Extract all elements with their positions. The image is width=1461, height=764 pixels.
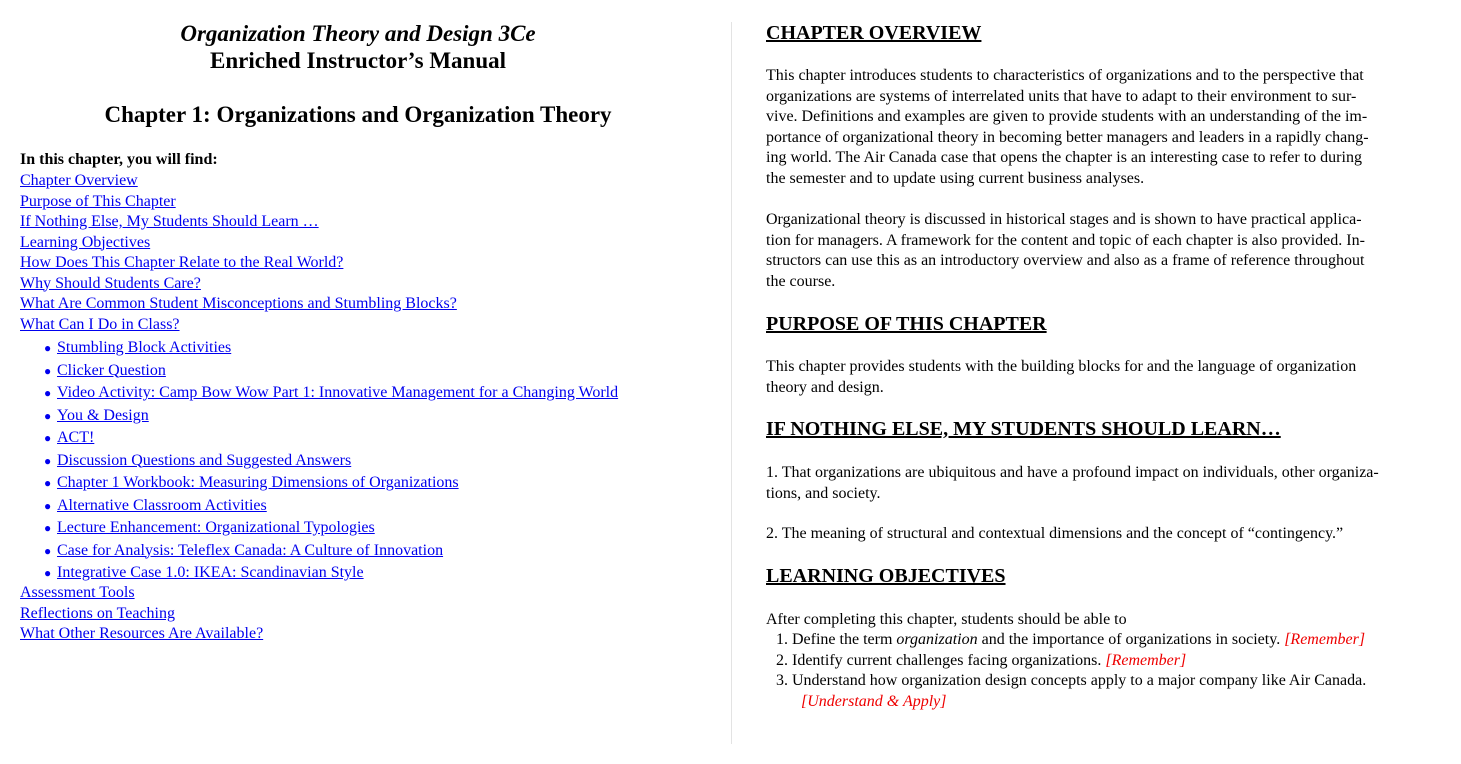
toc-link-stumbling-block[interactable]: Stumbling Block Activities xyxy=(57,339,232,356)
learn-paragraph-2 xyxy=(766,524,1446,545)
objective-item-continued xyxy=(773,692,1453,713)
toc-link-discussion[interactable]: Discussion Questions and Suggested Answers xyxy=(57,451,352,469)
text-line: ing world. The Air Canada case that opens the chapter is an interesting case to refer to during xyxy=(766,149,1362,167)
purpose-paragraph xyxy=(766,357,1446,398)
toc-subitem xyxy=(44,472,618,495)
overview-paragraph-2 xyxy=(766,210,1446,292)
text-line: theory and design. xyxy=(766,378,884,396)
bloom-tag: [Remember] xyxy=(1284,631,1366,648)
objective-text: 3. Understand how organization design concepts apply to a major company like Air Canada. xyxy=(776,672,1367,690)
toc-link-purpose[interactable]: Purpose of This Chapter xyxy=(20,192,176,210)
text-line: structors can use this as an introductory overview and also as a frame of reference throughout xyxy=(766,252,1365,270)
toc-subitem xyxy=(44,337,618,360)
section-heading-overview: CHAPTER OVERVIEW xyxy=(766,22,982,44)
text-line: the semester and to update using current business analyses. xyxy=(766,169,1145,187)
toc-item xyxy=(20,315,457,336)
toc-item xyxy=(20,624,263,645)
toc-item xyxy=(20,604,263,625)
toc-subitem xyxy=(44,540,618,563)
toc-subitem xyxy=(44,427,618,450)
toc-subitem xyxy=(44,495,618,518)
objective-item xyxy=(773,671,1453,692)
toc-item xyxy=(20,583,263,604)
bullet-icon: ● xyxy=(44,566,52,580)
bullet-icon: ● xyxy=(44,521,52,535)
text-line: portance of organizational theory in becoming better managers and leaders in a rapidly chang- xyxy=(766,128,1369,146)
toc-subitem xyxy=(44,450,618,473)
bullet-icon: ● xyxy=(44,363,52,378)
text-line: This chapter provides students with the building blocks for and the language of organization xyxy=(766,358,1357,375)
objective-text: 2. Identify current challenges facing organizations. xyxy=(776,651,1106,669)
toc-subitem xyxy=(44,382,618,405)
toc-link-case-analysis[interactable]: Case for Analysis: Teleflex Canada: A Culture of Innovation xyxy=(57,541,444,559)
toc-subitem xyxy=(44,360,618,383)
toc-item xyxy=(20,233,457,254)
toc-link-students-care[interactable]: Why Should Students Care? xyxy=(20,274,201,292)
text-line: vive. Definitions and examples are given to provide students with an understanding of the im- xyxy=(766,108,1368,126)
bullet-icon: ● xyxy=(44,341,52,355)
bullet-icon: ● xyxy=(44,498,52,513)
chapter-title: Chapter 1: Organizations and Organization Theory xyxy=(104,102,612,127)
toc-link-chapter-overview[interactable]: Chapter Overview xyxy=(20,172,138,189)
toc-link-assessment[interactable]: Assessment Tools xyxy=(20,584,135,601)
toc-link-in-class[interactable]: What Can I Do in Class? xyxy=(20,315,180,333)
toc-item xyxy=(20,192,457,213)
table-of-contents xyxy=(20,171,457,335)
section-heading-learn: IF NOTHING ELSE, MY STUDENTS SHOULD LEARN… xyxy=(766,418,1281,440)
overview-paragraph-1 xyxy=(766,66,1446,190)
toc-link-video-activity[interactable]: Video Activity: Camp Bow Wow Part 1: Innovative Management for a Changing World xyxy=(57,384,619,401)
bloom-tag: [Remember] xyxy=(1105,651,1187,669)
toc-item xyxy=(20,274,457,295)
left-page xyxy=(0,0,730,764)
toc-link-learning-objectives[interactable]: Learning Objectives xyxy=(20,233,151,251)
bullet-icon: ● xyxy=(44,453,52,468)
toc-link-nothing-else[interactable]: If Nothing Else, My Students Should Learn … xyxy=(20,213,319,230)
objective-text: 1. Define the term xyxy=(776,631,897,648)
toc-item xyxy=(20,253,457,274)
toc-link-workbook[interactable]: Chapter 1 Workbook: Measuring Dimensions of Organizations xyxy=(57,474,459,491)
text-line: This chapter introduces students to characteristics of organizations and to the perspective that xyxy=(766,67,1364,84)
toc-intro: In this chapter, you will find: xyxy=(20,151,218,168)
objective-item xyxy=(773,630,1453,651)
toc-link-lecture[interactable]: Lecture Enhancement: Organizational Typologies xyxy=(57,519,375,536)
toc-subitem xyxy=(44,405,618,428)
right-page xyxy=(732,0,1461,764)
text-line: the course. xyxy=(766,272,836,290)
text-line: 2. The meaning of structural and contextual dimensions and the concept of “contingency.” xyxy=(766,525,1344,542)
toc-link-integrative-case[interactable]: Integrative Case 1.0: IKEA: Scandinavian Style xyxy=(57,564,364,581)
toc-link-resources[interactable]: What Other Resources Are Available? xyxy=(20,625,264,642)
text-line: organizations are systems of interrelated units that have to adapt to their environment to sur- xyxy=(766,87,1357,105)
toc-subitem xyxy=(44,562,618,585)
bullet-icon: ● xyxy=(44,476,52,490)
text-line: 1. That organizations are ubiquitous and have a profound impact on individuals, other organiza- xyxy=(766,464,1379,481)
toc-link-alt-activities[interactable]: Alternative Classroom Activities xyxy=(57,496,267,514)
section-heading-purpose: PURPOSE OF THIS CHAPTER xyxy=(766,313,1047,335)
objective-text: and the importance of organizations in society. xyxy=(977,631,1285,648)
toc-item xyxy=(20,294,457,315)
objectives-intro: After completing this chapter, students should be able to xyxy=(766,611,1127,628)
toc-link-real-world[interactable]: How Does This Chapter Relate to the Real World? xyxy=(20,254,344,271)
bullet-icon: ● xyxy=(44,386,52,400)
objectives-list xyxy=(773,630,1453,712)
objective-term: organization xyxy=(896,631,978,648)
toc-link-you-design[interactable]: You & Design xyxy=(57,406,149,424)
toc-link-clicker[interactable]: Clicker Question xyxy=(57,361,166,379)
section-heading-objectives: LEARNING OBJECTIVES xyxy=(766,565,1006,587)
manual-title: Organization Theory and Design 3Ce xyxy=(180,21,536,46)
toc-item xyxy=(20,171,457,192)
toc-link-misconceptions[interactable]: What Are Common Student Misconceptions and Stumbling Blocks? xyxy=(20,295,457,312)
toc-link-reflections[interactable]: Reflections on Teaching xyxy=(20,604,175,622)
learn-paragraph-1 xyxy=(766,463,1446,504)
bullet-icon: ● xyxy=(44,431,52,445)
bullet-icon: ● xyxy=(44,408,52,423)
manual-subtitle: Enriched Instructor’s Manual xyxy=(209,48,506,73)
text-line: tion for managers. A framework for the content and topic of each chapter is also provided. In- xyxy=(766,231,1365,249)
text-line: Organizational theory is discussed in historical stages and is shown to have practical applica- xyxy=(766,211,1362,228)
table-of-contents-end xyxy=(20,583,263,645)
bloom-tag: [Understand & Apply] xyxy=(801,692,947,710)
toc-subitem xyxy=(44,517,618,540)
objective-item xyxy=(773,651,1453,672)
toc-item xyxy=(20,212,457,233)
toc-subitems xyxy=(44,337,618,585)
text-line: tions, and society. xyxy=(766,484,881,502)
bullet-icon: ● xyxy=(44,543,52,558)
toc-link-act[interactable]: ACT! xyxy=(57,429,95,446)
